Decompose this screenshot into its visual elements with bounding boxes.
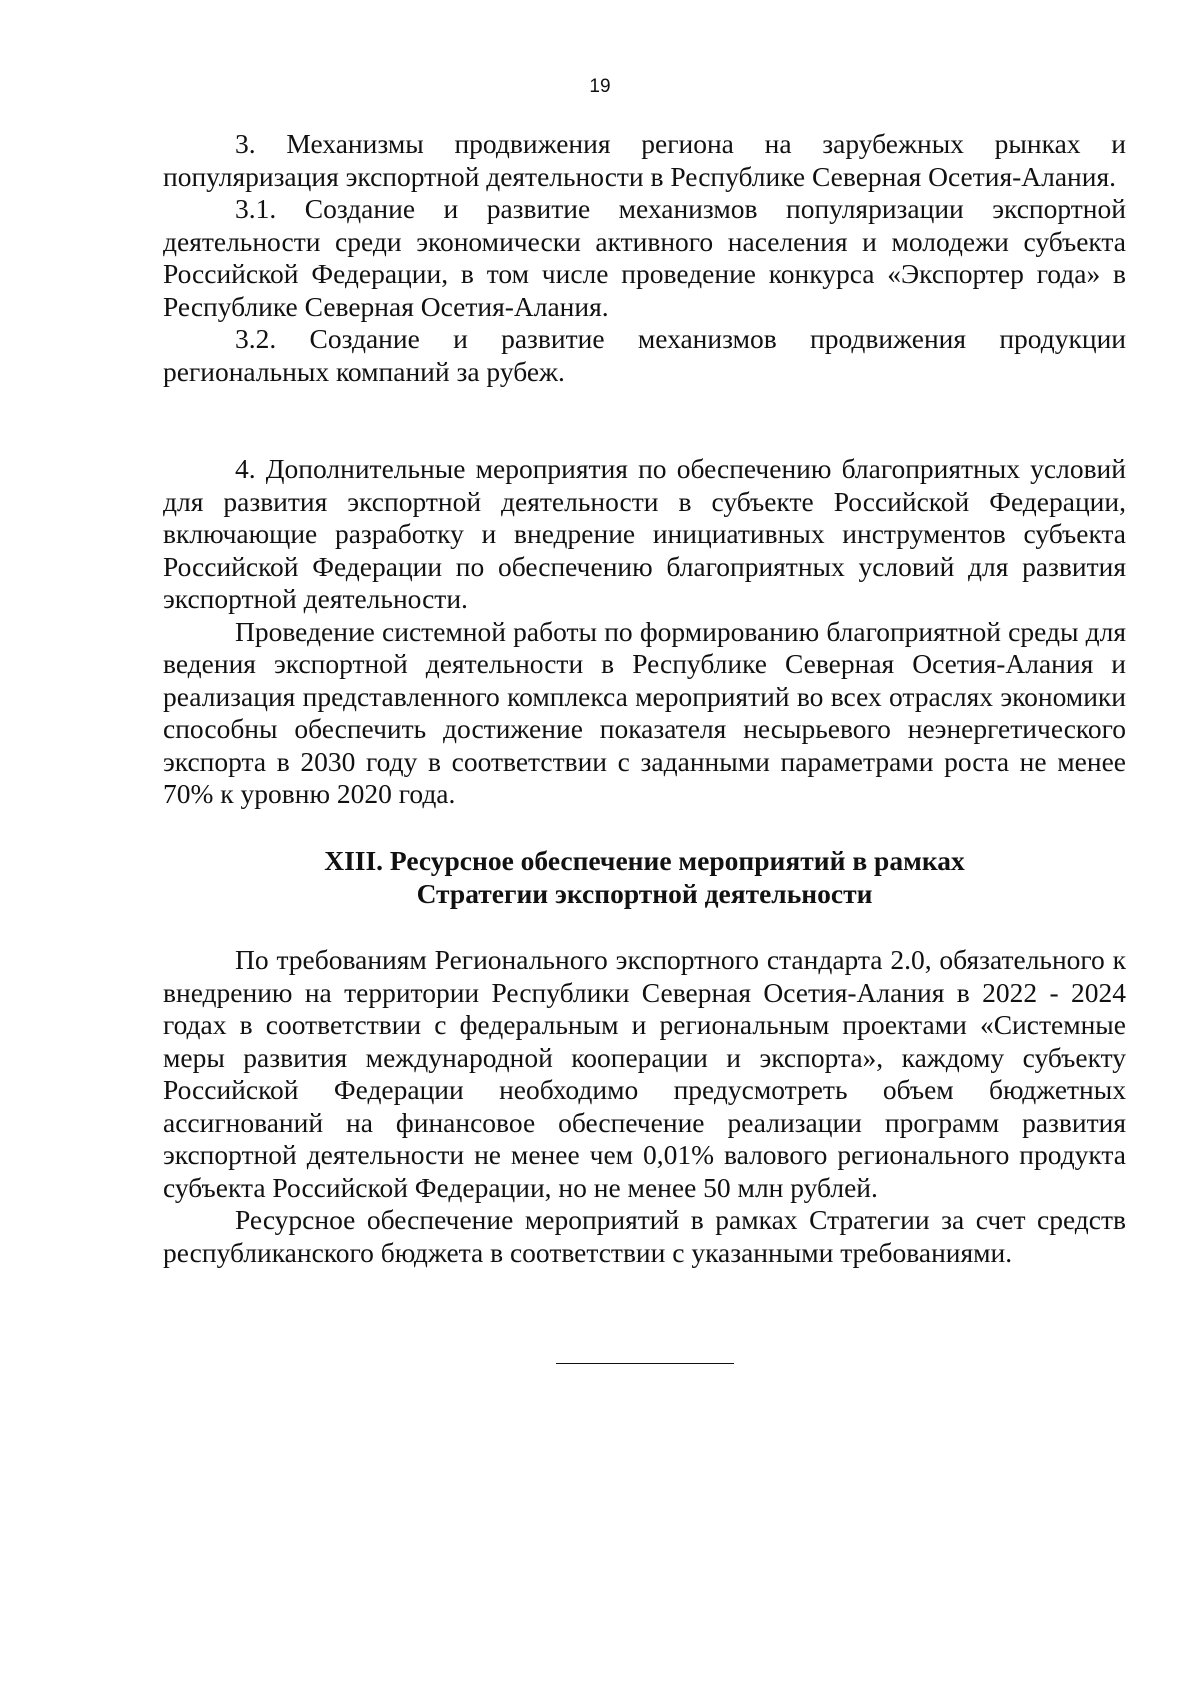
heading-line-1: XIII. Ресурсное обеспечение мероприятий в рамках bbox=[324, 845, 965, 876]
page-number: 19 bbox=[589, 76, 611, 97]
section-3-block bbox=[163, 128, 1126, 388]
paragraph-section-3-2: 3.2. Создание и развитие механизмов продвижения продукции региональных компаний за рубеж. bbox=[163, 323, 1126, 387]
end-of-document-rule bbox=[556, 1363, 734, 1364]
section-heading bbox=[163, 845, 1126, 910]
paragraph-section-13-requirements: По требованиям Регионального экспортного стандарта 2.0, обязательного к внедрению на территории Республики Северная Осетия-Алания в 2022 - 2024 годах в соответствии с федеральным и региональным проектами «Системные меры развития международной кооперации и экспорта», каждому субъекту Российской Федерации необходимо предусмотреть объем бюджетных ассигнований на финансовое обеспечение реализации программ развития экспортной деятельности не менее чем 0,01% валового регионального продукта субъекта Российской Федерации, но не менее 50 млн рублей. bbox=[163, 944, 1126, 1203]
paragraph-section-3-title: 3. Механизмы продвижения региона на зарубежных рынках и популяризация экспортной деятельности в Республике Северная Осетия-Алания. bbox=[163, 128, 1126, 192]
section-4-block bbox=[163, 453, 1126, 811]
paragraph-section-3-1: 3.1. Создание и развитие механизмов популяризации экспортной деятельности среди экономически активного населения и молодежи субъекта Российской Федерации, в том числе проведение конкурса «Экспортер года» в Республике Северная Осетия-Алания. bbox=[163, 193, 1126, 322]
section-13-block bbox=[163, 944, 1126, 1269]
paragraph-section-4-title: 4. Дополнительные мероприятия по обеспечению благоприятных условий для развития экспортной деятельности в субъекте Российской Федерации, включающие разработку и внедрение инициативных инструментов субъекта Российской Федерации по обеспечению благоприятных условий для развития экспортной деятельности. bbox=[163, 453, 1126, 614]
heading-line-2: Стратегии экспортной деятельности bbox=[416, 877, 873, 909]
paragraph-section-13-resources: Ресурсное обеспечение мероприятий в рамках Стратегии за счет средств республиканского бюджета в соответствии с указанными требованиями. bbox=[163, 1204, 1126, 1268]
paragraph-section-4-systemic-work: Проведение системной работы по формированию благоприятной среды для ведения экспортной деятельности в Республике Северная Осетия-Алания и реализация представленного комплекса мероприятий во всех отраслях экономики способны обеспечить достижение показателя несырьевого неэнергетического экспорта в 2030 году в соответствии с заданными параметрами роста не менее 70% к уровню 2020 года. bbox=[163, 615, 1126, 809]
